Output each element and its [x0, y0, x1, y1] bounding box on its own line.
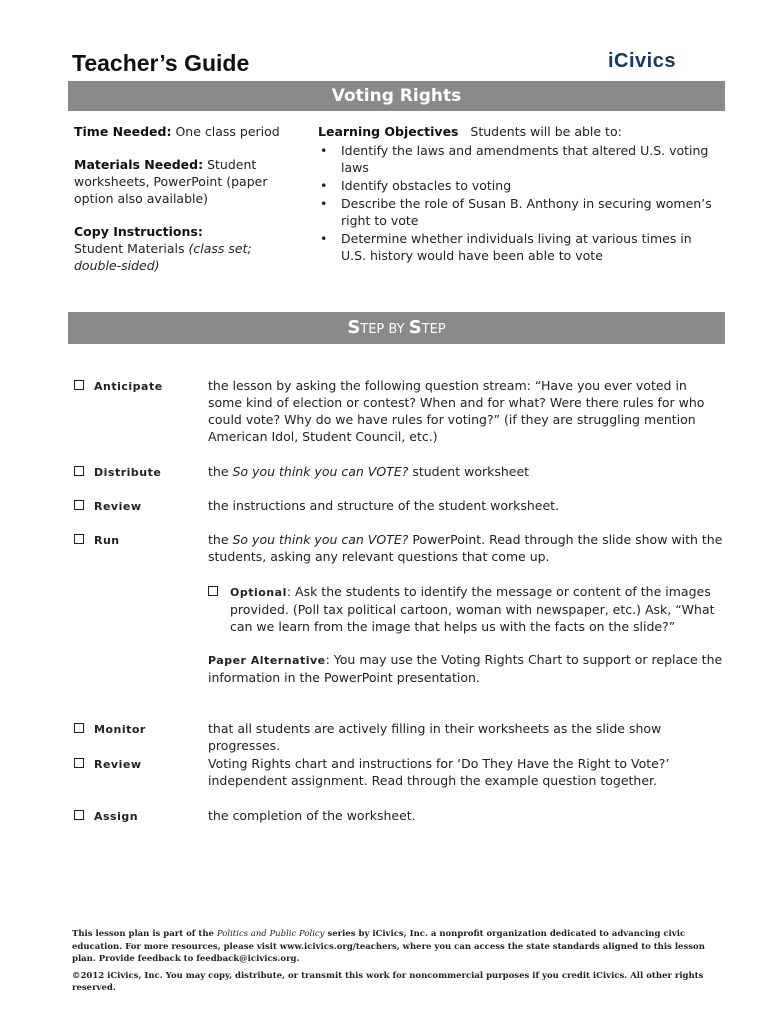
worksheet-title: So you think you can VOTE?: [232, 464, 409, 479]
copy-note: (class set; double-sided): [74, 241, 252, 273]
step-label: Anticipate: [94, 380, 163, 393]
paper-alternative-text: : You may use the Voting Rights Chart to support or replace the information in the PowerPoint presentation.: [208, 652, 723, 685]
step-text-pre: the: [208, 464, 233, 479]
optional-step: [208, 583, 724, 635]
checkbox-icon: [74, 723, 84, 733]
checkbox-icon: [74, 380, 84, 390]
copy-label: Copy Instructions:: [74, 224, 203, 239]
paper-alternative-label: Paper Alternative: [208, 654, 326, 667]
step-bar-t1: TEP BY: [360, 322, 409, 337]
time-label: Time Needed:: [74, 124, 172, 139]
checkbox-icon: [74, 500, 84, 510]
objectives-list: [318, 142, 718, 264]
step-bar-t2: TEP: [421, 322, 446, 337]
step-review-chart: [74, 755, 724, 791]
optional-label: Optional: [230, 586, 287, 599]
objective-item: • Describe the role of Susan B. Anthony in securing women’s right to vote: [318, 195, 718, 229]
step-label: Distribute: [94, 466, 162, 479]
step-run: [74, 531, 724, 567]
step-text: the instructions and structure of the student worksheet.: [208, 498, 560, 513]
checkbox-icon: [74, 534, 84, 544]
step-text-post: student worksheet: [408, 464, 530, 479]
materials-value: Student worksheets, PowerPoint (paper option also available): [74, 157, 268, 206]
objective-item: • Identify obstacles to voting: [318, 177, 718, 194]
time-value: One class period: [175, 124, 280, 139]
step-text: Voting Rights chart and instructions for ‘Do They Have the Right to Vote?’ independent assignment. Read through the example question together.: [208, 756, 670, 788]
step-label: Monitor: [94, 723, 146, 736]
checkbox-icon: [74, 810, 84, 820]
step-review: [74, 497, 724, 515]
step-text-post: PowerPoint. Read through the slide show with the students, asking any relevant questions that come up.: [208, 532, 723, 564]
step-anticipate: [74, 377, 724, 447]
footer-pre: This lesson plan is part of the: [72, 929, 217, 939]
icivics-logo: [608, 50, 676, 73]
lesson-title-bar: Voting Rights: [68, 81, 725, 111]
step-assign: [74, 807, 724, 825]
footer-copyright: ©2012 iCivics, Inc. You may copy, distribute, or transmit this work for noncommercial purposes if you credit iCivics. All other rights reserved.: [72, 970, 704, 993]
step-text-pre: the: [208, 532, 233, 547]
step-label: Assign: [94, 810, 139, 823]
objectives-intro: Students will be able to:: [470, 124, 622, 139]
logo-text: iCivics: [608, 50, 676, 72]
step-text: the completion of the worksheet.: [208, 808, 416, 823]
step-label: Review: [94, 500, 142, 513]
materials-needed: [74, 156, 289, 207]
lesson-info-left: [74, 123, 289, 290]
checkbox-icon: [208, 586, 218, 596]
series-name: Politics and Public Policy: [216, 929, 325, 939]
copy-value: Student Materials: [74, 241, 185, 256]
footer: [72, 928, 722, 995]
checkbox-icon: [74, 758, 84, 768]
footer-series-note: [72, 928, 722, 966]
step-text: the lesson by asking the following question stream: “Have you ever voted in some kind of election or contest? When and for what? Were there rules for who could vote? Why do we have rules for voting?” (if they are struggling mention American Idol, Student Council, etc.): [208, 378, 705, 444]
step-bar-s1: S: [347, 317, 361, 338]
powerpoint-title: So you think you can VOTE?: [232, 532, 409, 547]
step-text: that all students are actively filling in their worksheets as the slide show progresses.: [208, 721, 662, 753]
copy-instructions: [74, 223, 289, 274]
learning-objectives: [318, 123, 718, 265]
page-title: Teacher’s Guide: [72, 50, 250, 76]
time-needed: [74, 123, 289, 140]
step-text: [208, 463, 724, 480]
step-text: [208, 531, 724, 565]
objectives-label: Learning Objectives: [318, 124, 459, 139]
step-monitor: [74, 720, 724, 753]
materials-label: Materials Needed:: [74, 157, 204, 172]
step-label: Review: [94, 758, 142, 771]
objective-item: • Determine whether individuals living at various times in U.S. history would have been able to vote: [318, 230, 718, 264]
optional-text: : Ask the students to identify the message or content of the images provided. (Poll tax political cartoon, woman with newspaper, etc.) Ask, “What can we learn from the image that helps us with the facts on the slide?”: [230, 584, 715, 634]
footer-post: series by iCivics, Inc. a nonprofit organization dedicated to advancing civic education. For more resources, please visit www.icivics.org/teachers, where you can access the state standards aligned to this lesson plan. Provide feedback to feedback@icivics.org.: [72, 929, 705, 964]
paper-alternative: [208, 651, 724, 686]
step-by-step-bar: [68, 312, 725, 344]
step-label: Run: [94, 534, 120, 547]
objective-item: • Identify the laws and amendments that altered U.S. voting laws: [318, 142, 718, 176]
checkbox-icon: [74, 466, 84, 476]
step-bar-s2: S: [408, 317, 422, 338]
step-distribute: [74, 463, 724, 481]
